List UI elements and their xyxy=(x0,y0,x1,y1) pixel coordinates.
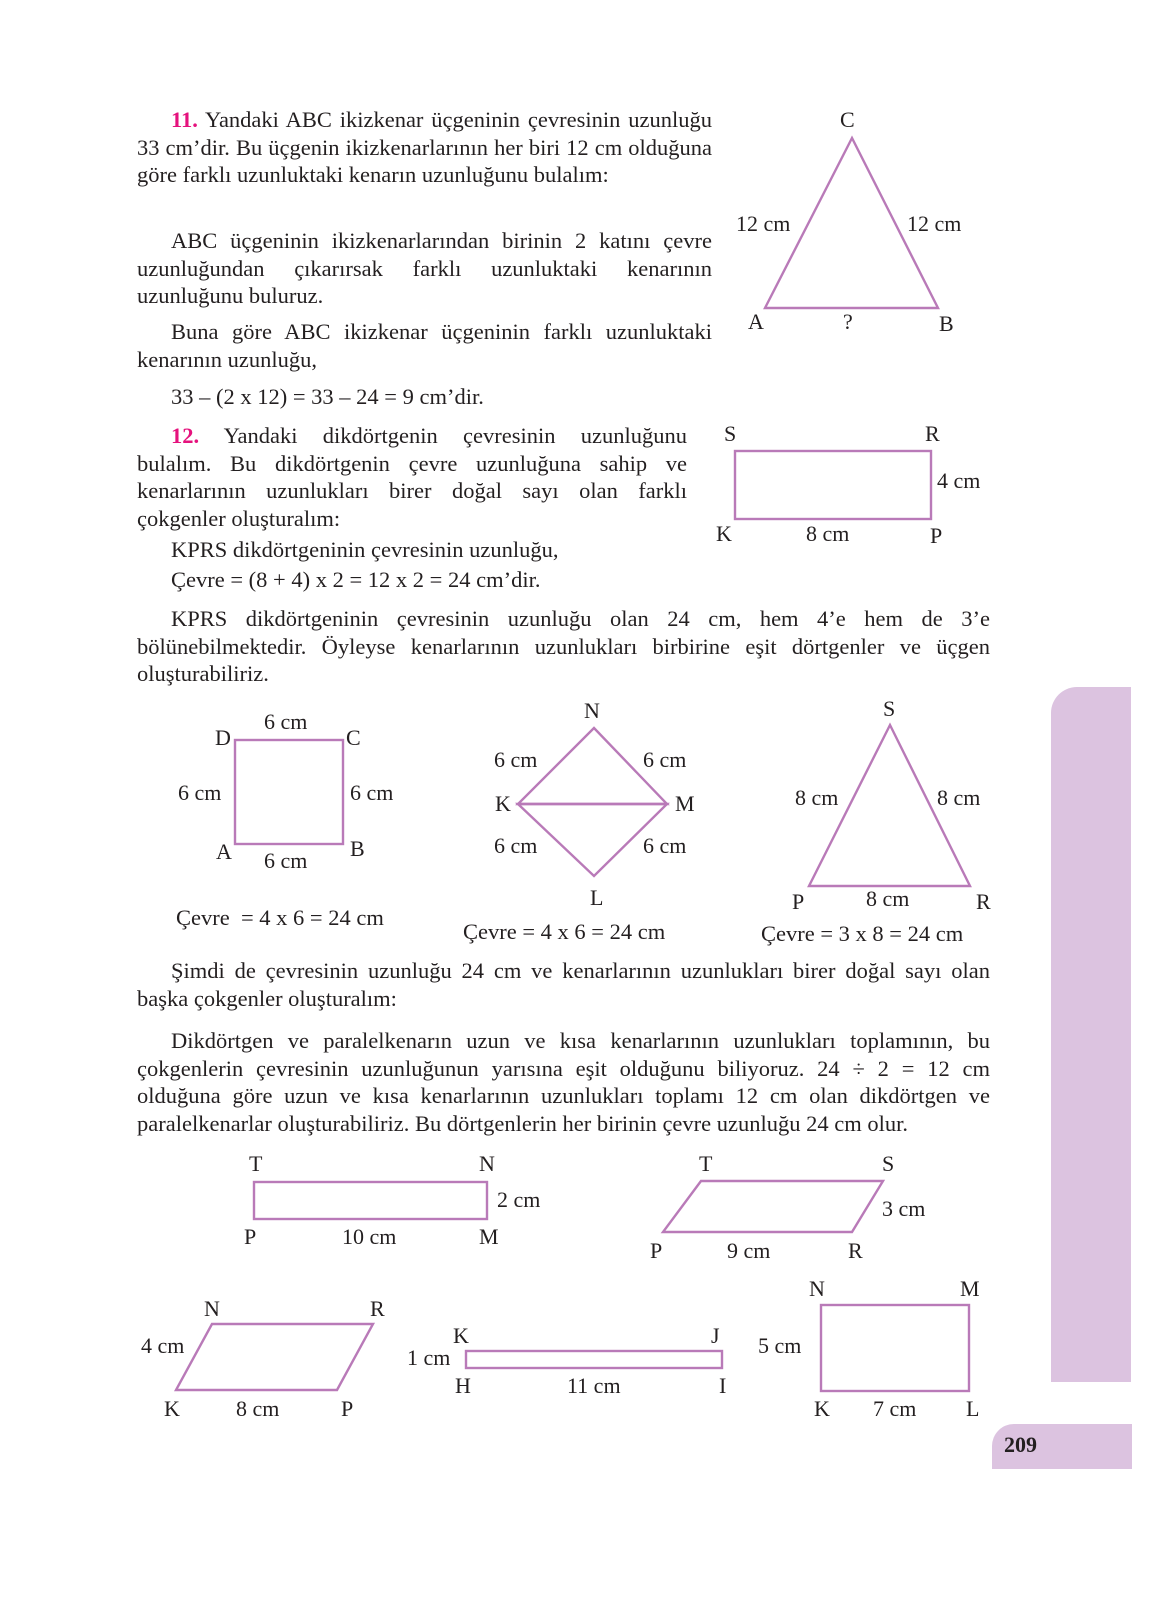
p1-t: T xyxy=(699,1151,713,1176)
label-12cm-left: 12 cm xyxy=(736,211,791,236)
r1-p: P xyxy=(244,1224,257,1249)
r2-k: K xyxy=(453,1323,469,1348)
r3-n: N xyxy=(809,1276,825,1301)
label-12cm-right: 12 cm xyxy=(907,211,962,236)
tr-right: 8 cm xyxy=(937,785,981,810)
sq-left: 6 cm xyxy=(178,780,222,805)
r1-n: N xyxy=(479,1151,495,1176)
parallelogram-nrkp xyxy=(176,1324,373,1390)
p1-side: 3 cm xyxy=(882,1196,926,1221)
tr-base: 8 cm xyxy=(866,886,910,911)
q12-line-2: Çevre = (8 + 4) x 2 = 12 x 2 = 24 cm’dir. xyxy=(171,567,541,592)
q12-line-1: KPRS dikdörtgeninin çevresinin uzunluğu, xyxy=(171,537,559,562)
page-number: 209 xyxy=(1004,1432,1037,1457)
p2-side: 4 cm xyxy=(141,1333,185,1358)
r3-l: L xyxy=(966,1396,980,1421)
r3-m: M xyxy=(960,1276,980,1301)
r1-t: T xyxy=(249,1151,263,1176)
q11-number: 11. xyxy=(171,107,198,132)
label-4cm: 4 cm xyxy=(937,468,981,493)
q11-paragraph-3: Buna göre ABC ikizkenar üçgeninin farklı uzunluktaki kenarının uzunluğu, xyxy=(137,319,712,372)
rh-tr: 6 cm xyxy=(643,747,687,772)
p1-r: R xyxy=(848,1238,863,1263)
label-c: C xyxy=(840,107,855,132)
sq-right: 6 cm xyxy=(350,780,394,805)
r1-height: 2 cm xyxy=(497,1187,541,1212)
sq-b: B xyxy=(350,836,365,861)
label-b: B xyxy=(939,311,954,336)
parallelogram-tspr xyxy=(663,1181,883,1232)
q12-paragraph-2: KPRS dikdörtgeninin çevresinin uzunluğu olan 24 cm, hem 4’e hem de 3’e bölünebilmektedir. Öyleyse kenarlarının uzunlukları birbirine eşit dörtgenler ve üçgen oluşturabiliriz. xyxy=(137,606,990,686)
tr-left: 8 cm xyxy=(795,785,839,810)
p2-r: R xyxy=(370,1296,385,1321)
label-r: R xyxy=(925,421,940,446)
paragraph-simdi: Şimdi de çevresinin uzunluğu 24 cm ve kenarlarının uzunlukları birer doğal sayı olan başka çokgenler oluşturalım: xyxy=(137,958,990,1011)
rh-m: M xyxy=(675,791,695,816)
sq-bottom: 6 cm xyxy=(264,848,308,873)
sq-d: D xyxy=(215,725,231,750)
p2-k: K xyxy=(164,1396,180,1421)
tr-s: S xyxy=(883,696,896,721)
r2-width: 11 cm xyxy=(567,1373,621,1398)
r3-width: 7 cm xyxy=(873,1396,917,1421)
rh-tl: 6 cm xyxy=(494,747,538,772)
tr-perimeter: Çevre = 3 x 8 = 24 cm xyxy=(761,921,964,946)
rh-perimeter: Çevre = 4 x 6 = 24 cm xyxy=(463,919,666,944)
q12-paragraph-1: 12. Yandaki dikdörtgenin çevresinin uzunluğunu bulalım. Bu dikdörtgenin çevre uzunluğuna sahip ve kenarlarının uzunlukları birer doğal sayı olan farklı çokgenler oluşturalım: xyxy=(137,423,688,531)
rectangle-kprs xyxy=(735,451,931,519)
q11-paragraph-2: ABC üçgeninin ikizkenarlarından birinin 2 katını çevre uzunluğundan çıkarırsak farklı uzunluktaki kenarının uzunluğunu buluruz. xyxy=(137,228,712,308)
rh-l: L xyxy=(590,885,604,910)
q11-equation: 33 – (2 x 12) = 33 – 24 = 9 cm’dir. xyxy=(171,384,484,409)
label-s: S xyxy=(724,421,737,446)
square-abcd xyxy=(235,740,343,844)
r1-m: M xyxy=(479,1224,499,1249)
rh-k: K xyxy=(495,791,511,816)
p2-p: P xyxy=(341,1396,354,1421)
sq-top: 6 cm xyxy=(264,709,308,734)
label-p: P xyxy=(930,523,943,548)
tr-p: P xyxy=(792,889,805,914)
label-k: K xyxy=(716,521,732,546)
rh-br: 6 cm xyxy=(643,833,687,858)
p1-base: 9 cm xyxy=(727,1238,771,1263)
r1-width: 10 cm xyxy=(342,1224,397,1249)
r2-h: H xyxy=(455,1373,471,1398)
rectangle-kjhi xyxy=(466,1351,722,1368)
tr-r: R xyxy=(976,889,991,914)
sq-c: C xyxy=(346,725,361,750)
paragraph-dikdortgen: Dikdörtgen ve paralelkenarın uzun ve kısa kenarlarının uzunlukları toplamının, bu çokgenlerin çevresinin uzunluğunun yarısına eşit olduğunu biliyoruz. 24 ÷ 2 = 12 cm olduğuna göre uzun ve kısa kenarlarının uzunlukları toplamı 12 cm olan dikdörtgen ve paralelkenarlar oluşturabiliriz. Bu dörtgenlerin her birinin çevre uzunluğu 24 cm olur. xyxy=(137,1028,990,1136)
q12-number: 12. xyxy=(171,423,200,448)
label-question: ? xyxy=(843,309,853,334)
r3-height: 5 cm xyxy=(758,1333,802,1358)
sq-perimeter: Çevre = 4 x 6 = 24 cm xyxy=(176,905,384,930)
label-a: A xyxy=(748,309,764,334)
r2-i: I xyxy=(719,1373,727,1398)
r2-j: J xyxy=(711,1323,720,1348)
p1-p: P xyxy=(650,1238,663,1263)
q11-paragraph-1: 11. Yandaki ABC ikizkenar üçgeninin çevresinin uzunluğu 33 cm’dir. Bu üçgenin ikizkenarlarının her biri 12 cm olduğuna göre farklı uzunluktaki kenarın uzunluğunu bulalım: xyxy=(137,107,713,187)
rectangle-nmkl xyxy=(821,1305,969,1391)
p2-base: 8 cm xyxy=(236,1396,280,1421)
rectangle-tnpm xyxy=(254,1182,487,1219)
sq-a: A xyxy=(216,839,232,864)
rh-n: N xyxy=(584,698,600,723)
p2-n: N xyxy=(204,1296,220,1321)
rh-bl: 6 cm xyxy=(494,833,538,858)
r2-height: 1 cm xyxy=(407,1345,451,1370)
r3-k: K xyxy=(814,1396,830,1421)
label-8cm: 8 cm xyxy=(806,521,850,546)
p1-s: S xyxy=(882,1151,895,1176)
